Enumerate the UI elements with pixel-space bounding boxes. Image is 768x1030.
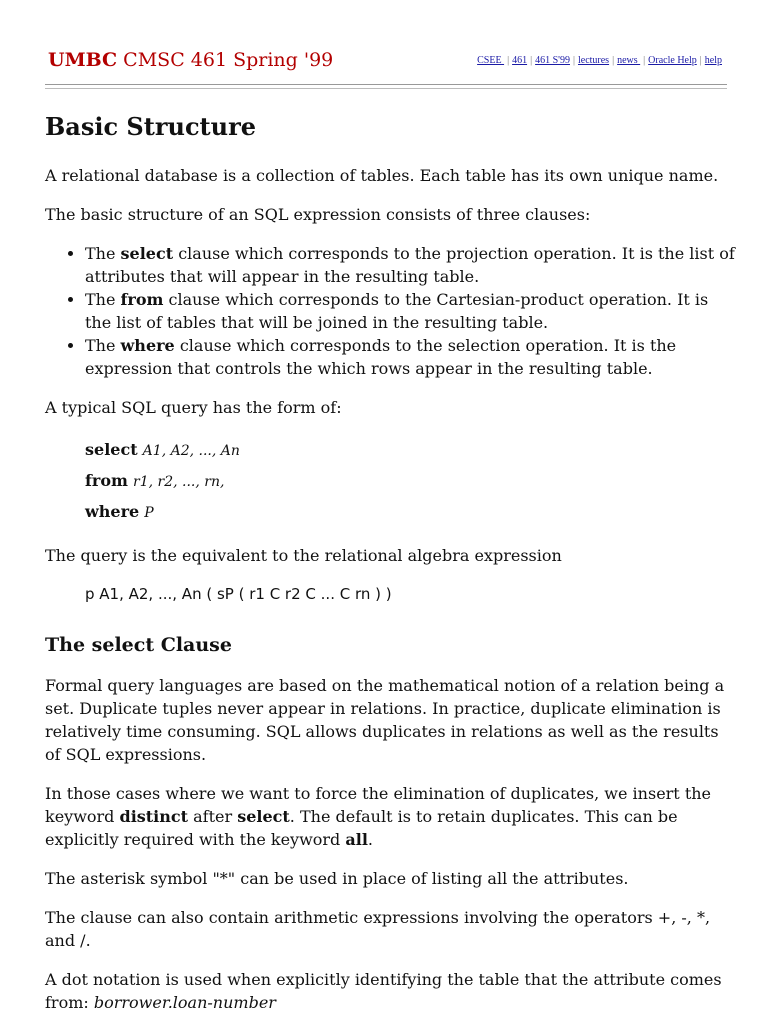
paragraph-duplicates: Formal query languages are based on the mathematical notion of a relation being a set. Duplicate tuples never appear in relations. In practice, duplicate elimination is relatively time consuming. SQL allows duplicates in relations as well as the results of SQL expressions. [45, 676, 725, 764]
clause-prefix: The [85, 244, 121, 263]
distinct-text-d: . [367, 830, 373, 849]
intro-paragraph-2: The basic structure of an SQL expression consists of three clauses: [45, 205, 591, 224]
query-where-line [85, 497, 735, 528]
clause-prefix: The [85, 290, 121, 309]
dot-notation-text: A dot notation is used when explicitly identifying the table that the attribute comes from: [45, 970, 722, 1012]
nav-separator: | [699, 55, 702, 66]
select-keyword: select [85, 440, 138, 459]
nav-separator: | [530, 55, 533, 66]
clause-prefix: The [85, 336, 121, 355]
from-relations: r1, r2, ..., rn, [133, 474, 225, 490]
nav-separator: | [612, 55, 615, 66]
course-title-strong: UMBC [48, 49, 118, 71]
from-keyword: from [85, 471, 128, 490]
keyword-select: select [237, 807, 290, 826]
list-item-where [85, 334, 735, 380]
clause-description: clause which corresponds to the projection operation. It is the list of attributes that will appear in the resulting table. [85, 244, 735, 286]
paragraph-asterisk: The asterisk symbol "*" can be used in place of listing all the attributes. [45, 869, 629, 888]
where-predicate: P [144, 505, 154, 521]
dot-notation-example: borrower.loan-number [93, 993, 276, 1012]
distinct-text-a: In those cases where we want to force the elimination of duplicates, we insert the keyword [45, 784, 712, 826]
intro-paragraph-1: A relational database is a collection of tables. Each table has its own unique name. [45, 166, 719, 185]
clause-keyword: select [120, 244, 174, 263]
nav-separator: | [507, 55, 510, 66]
where-keyword: where [85, 502, 140, 521]
paragraph-dot-notation [45, 968, 735, 1014]
select-attributes: A1, A2, ..., An [142, 443, 240, 459]
nav-separator: | [643, 55, 646, 66]
sql-query-example [85, 435, 735, 528]
top-nav [477, 55, 722, 66]
nav-link-lectures[interactable]: lectures [577, 55, 610, 66]
site-header [46, 48, 726, 74]
clause-list [45, 242, 735, 380]
course-title-rest: CMSC 461 Spring '99 [117, 49, 334, 71]
relational-algebra-expression: p A1, A2, ..., An ( sP ( r1 C r2 C ... C rn ) ) [85, 585, 392, 603]
paragraph-arithmetic: The clause can also contain arithmetic expressions involving the operators +, -, *, and /. [45, 908, 711, 950]
main-content [45, 112, 735, 1030]
list-item-from [85, 288, 735, 334]
equivalent-text: The query is the equivalent to the relational algebra expression [45, 546, 562, 565]
query-from-line [85, 466, 735, 497]
nav-link-csee[interactable]: CSEE [477, 55, 505, 66]
clause-description: clause which corresponds to the selection operation. It is the expression that controls the which rows appear in the resulting table. [85, 336, 677, 378]
nav-separator: | [572, 55, 575, 66]
clause-keyword: from [120, 290, 164, 309]
nav-link-461[interactable]: 461 [512, 55, 528, 66]
header-divider [45, 84, 727, 89]
paragraph-distinct [45, 782, 735, 851]
section-title-select-clause: The select Clause [45, 634, 232, 656]
clause-description: clause which corresponds to the Cartesian-product operation. It is the list of tables that will be joined in the resulting table. [85, 290, 709, 332]
clause-keyword: where [120, 336, 175, 355]
page-title: Basic Structure [45, 112, 257, 141]
keyword-all: all [345, 830, 368, 849]
distinct-text-c: . The default is to retain duplicates. This can be explicitly required with the keyword [45, 807, 678, 849]
nav-link-news[interactable]: news [617, 55, 641, 66]
keyword-distinct: distinct [119, 807, 189, 826]
nav-link-461-s99[interactable]: 461 S'99 [535, 55, 570, 66]
typical-form-text: A typical SQL query has the form of: [45, 398, 342, 417]
query-select-line [85, 435, 735, 466]
list-item-select [85, 242, 735, 288]
nav-link-oracle-help[interactable]: Oracle Help [648, 55, 697, 66]
nav-link-help[interactable]: help [704, 55, 722, 66]
course-title [48, 49, 333, 71]
distinct-text-b: after [188, 807, 238, 826]
